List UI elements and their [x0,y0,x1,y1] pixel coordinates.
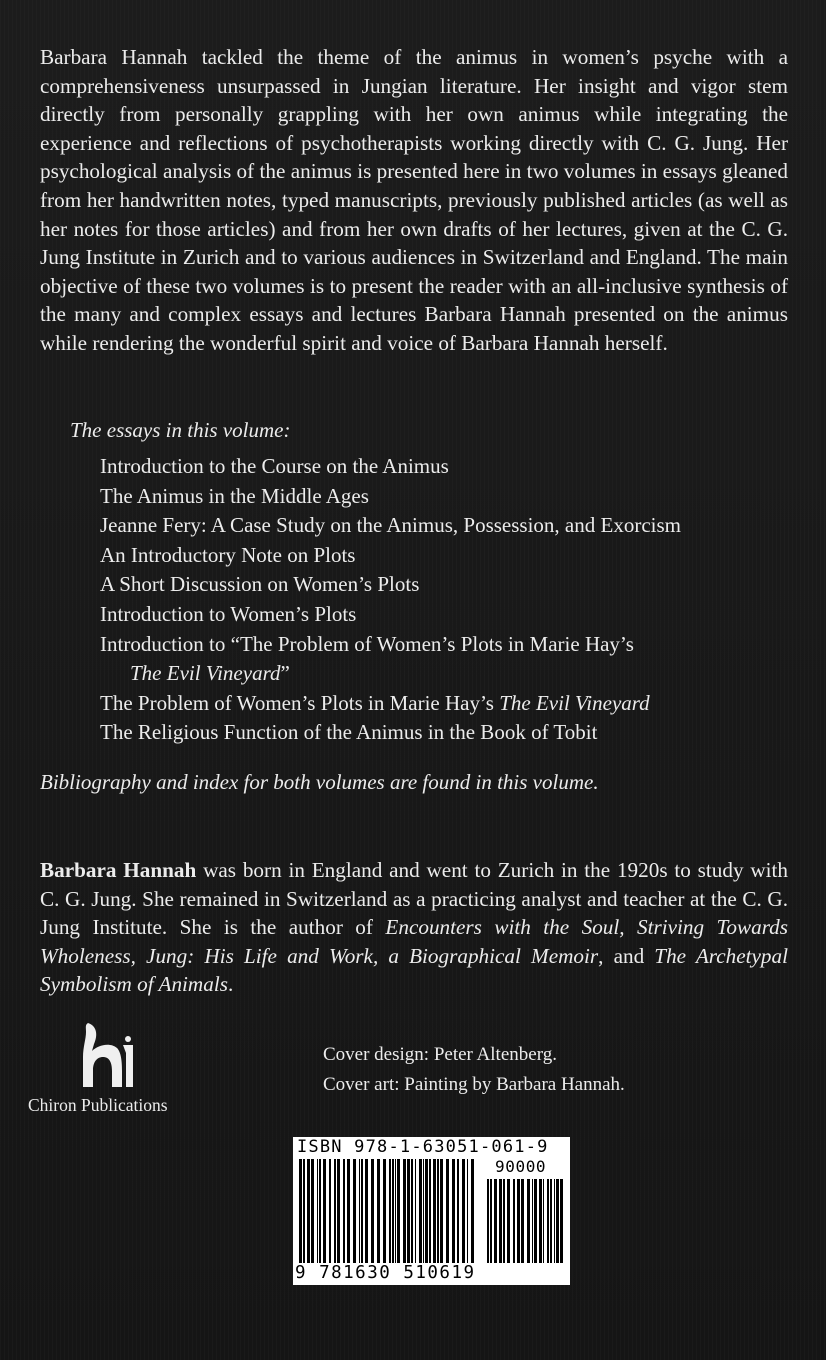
barcode-bar [392,1159,394,1263]
barcode-bar [452,1159,455,1263]
barcode-bar [419,1159,422,1263]
bio-book-titles: Encounters with the Soul, Striving Towards Wholeness, Jung: His Life and Work, a Biographical Memoir [40,915,788,968]
essay-item: The Religious Function of the Animus in the Book of Tobit [100,720,598,745]
barcode-bar [560,1179,563,1263]
barcode-bar [534,1179,537,1263]
essay-item: Introduction to the Course on the Animus [100,454,449,478]
barcode-bar [503,1179,505,1263]
essay-item-text: Introduction to “The Problem of Women’s Plots in Marie Hay’s [100,631,634,656]
barcode-bar [433,1159,436,1263]
cover-credits [323,1040,625,1100]
barcode-bar [307,1159,310,1263]
barcode-bar [407,1159,410,1263]
barcode-bar [494,1179,497,1263]
barcode-bar [527,1179,530,1263]
barcode-bar [490,1179,492,1263]
barcode-bar [547,1179,549,1263]
barcode-bar [517,1179,520,1263]
barcode-bar [437,1159,439,1263]
essay-item: A Short Discussion on Women’s Plots [100,572,420,597]
barcode-bar [317,1159,318,1263]
barcode-bar [395,1159,396,1263]
barcode-bar [403,1159,406,1263]
barcode-bar [337,1159,340,1263]
essay-item-text: The Problem of Women’s Plots in Marie Hay’s [100,690,500,715]
book-description: Barbara Hannah tackled the theme of the animus in women’s psyche with a comprehensiveness unsurpassed in Jungian literature. Her insight and vigor stem directly from personally grappling with her own animus while integrating the experience and reflections of psychotherapists working directly with C. G. Jung. Her psychological analysis of the animus is presented here in two volumes in essays gleaned from her handwritten notes, typed manuscripts, previously published articles (as well as her notes for those articles) and from her own drafts of her lectures, given at the C. G. Jung Institute in Zurich and to various audiences in Switzerland and England. The main objective of these two volumes is to present the reader with an all-inclusive synthesis of the many and complex essays and lectures Barbara Hannah presented on the animus while rendering the wonderful spirit and voice of Barbara Hannah herself. [40,45,788,355]
barcode-bar [440,1159,443,1263]
barcode-bar [319,1159,321,1263]
barcode-bar [467,1159,468,1263]
barcode-bar [361,1159,363,1263]
barcode-bar [539,1179,542,1263]
barcode-bar [462,1159,465,1263]
essay-item: Introduction to Women’s Plots [100,601,357,626]
barcode-bar [371,1159,374,1263]
barcode-bar [311,1159,314,1263]
barcode-bar [365,1159,368,1263]
author-name: Barbara Hannah [40,858,197,882]
barcode-bar [499,1179,502,1263]
barcode-bar [347,1159,350,1263]
barcode-bar [359,1159,360,1263]
barcode-bar [513,1179,515,1263]
essay-item: Jeanne Fery: A Case Study on the Animus, Possession, and Exorcism [100,513,681,538]
isbn-barcode [293,1137,570,1285]
bio-text: . [227,972,234,997]
barcode-bar [343,1159,345,1263]
barcode-bar [543,1179,544,1263]
essay-item [100,630,681,660]
barcode-bar [423,1159,424,1263]
price-code: 90000 [495,1157,547,1176]
isbn-label: ISBN 978-1-63051-061-9 [297,1137,549,1157]
barcode-bar [329,1159,331,1263]
essay-item-quote: ” [280,661,290,686]
barcode-bar [415,1159,416,1263]
barcode-bar [411,1159,413,1263]
barcode-bar [389,1159,391,1263]
barcode-bar [353,1159,356,1263]
barcode-bar [521,1179,524,1263]
barcode-digits: 9 781630 510619 [295,1263,476,1283]
essay-item-continuation [100,659,681,689]
barcode-bar [446,1159,449,1263]
bio-text: , and [598,943,655,968]
barcode-bar [556,1179,559,1263]
barcode-bar [457,1159,459,1263]
barcode-bar [507,1179,510,1263]
publisher-name: Chiron Publications [28,1095,168,1115]
barcode-bar [487,1179,489,1263]
essay-list [100,452,681,748]
bio-text: was born in England and went to Zurich in the 1920s to study with C. G. Jung. She remained in Switzerland as a practicing analyst and teacher at the C. G. Jung Institute. She is the author of [40,858,788,940]
author-bio [40,856,788,999]
publisher-logo [28,1023,198,1116]
barcode-bar [299,1159,302,1263]
barcode-bars [299,1159,479,1263]
essay-item [100,689,681,719]
essay-item-title: The Evil Vineyard [130,661,281,686]
barcode-bar [550,1179,552,1263]
chiron-h-logo-icon [82,1023,134,1089]
barcode-bar [429,1159,431,1263]
essay-item: The Animus in the Middle Ages [100,483,369,508]
essay-item-title: The Evil Vineyard [499,690,650,715]
barcode-bar [303,1159,305,1263]
essays-heading: The essays in this volume: [70,418,291,442]
barcode-bar [397,1159,400,1263]
bibliography-note: Bibliography and index for both volumes are found in this volume. [40,770,599,794]
barcode-bar [554,1179,555,1263]
barcode-bar [323,1159,326,1263]
barcode-bar [471,1159,474,1263]
cover-art-credit: Cover art: Painting by Barbara Hannah. [323,1074,625,1095]
barcode-bar [425,1159,428,1263]
barcode-bar [334,1159,336,1263]
essay-item: An Introductory Note on Plots [100,542,356,567]
addon-barcode-bars [487,1179,565,1263]
barcode-bar [383,1159,386,1263]
bio-book-title: The Archetypal Symbolism of Animals [40,943,788,997]
cover-design-credit: Cover design: Peter Altenberg. [323,1044,557,1065]
barcode-bar [377,1159,380,1263]
barcode-bar [532,1179,533,1263]
